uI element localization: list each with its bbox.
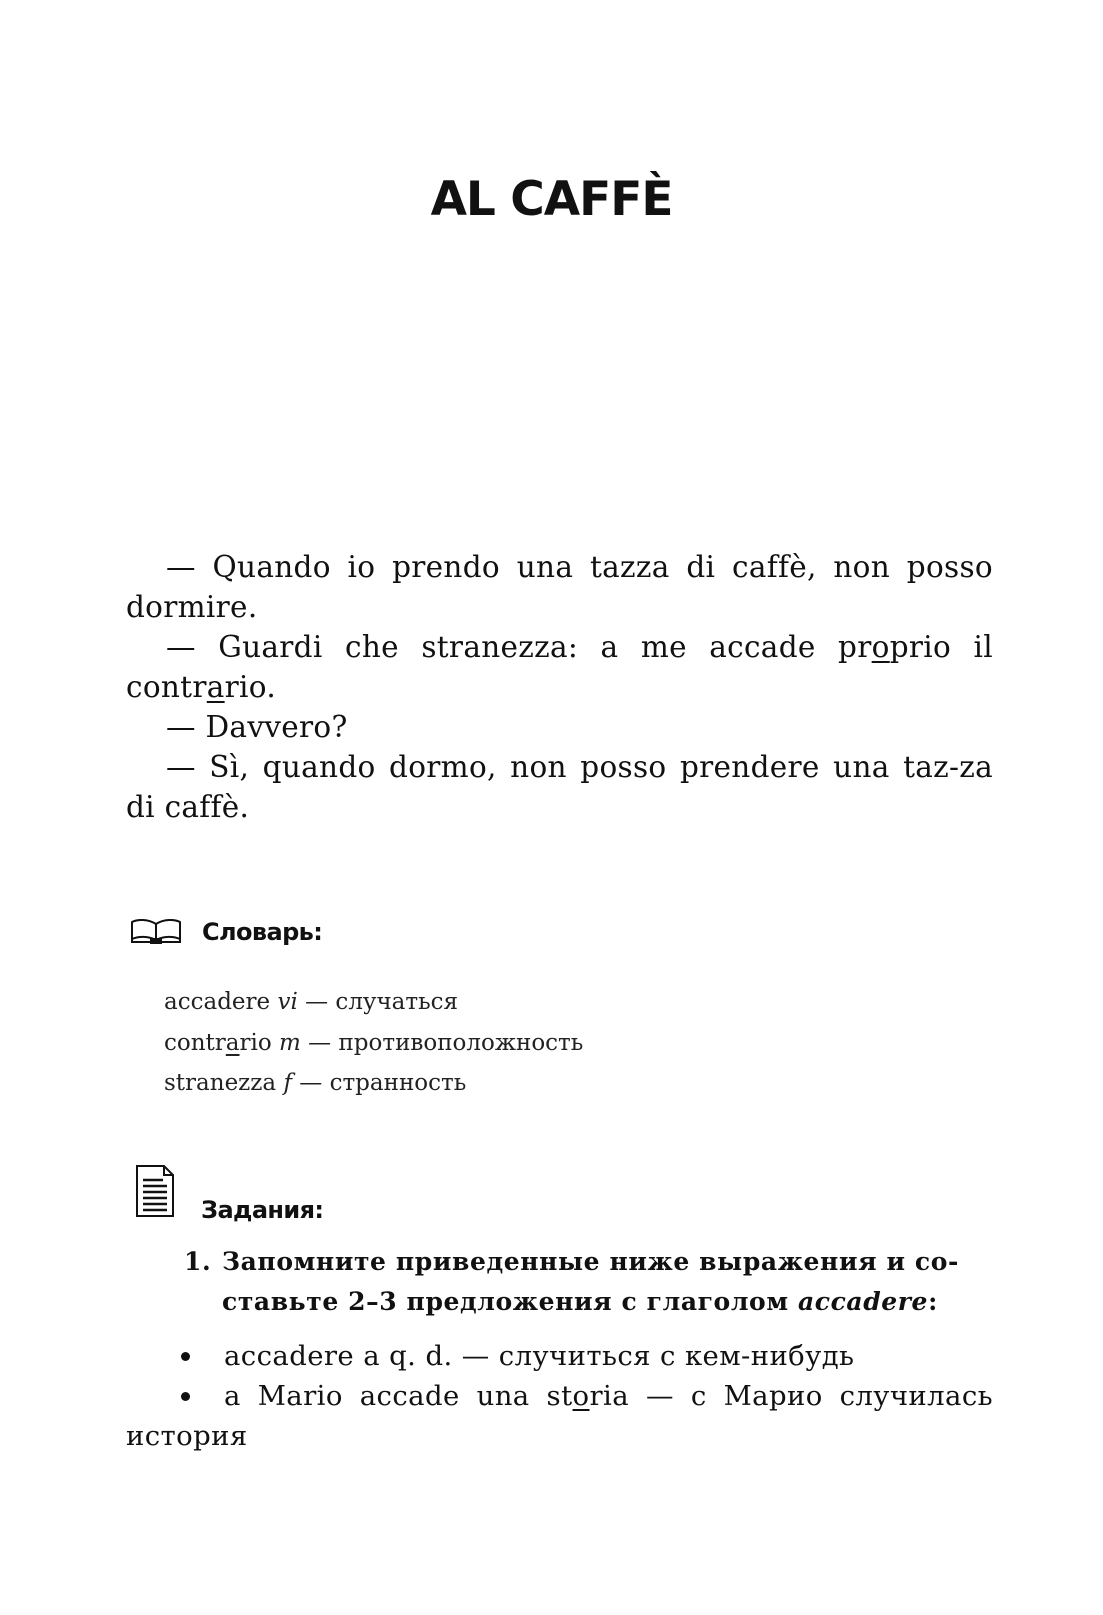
dialogue-text	[126, 547, 993, 827]
page-title: AL CAFFÈ	[430, 172, 673, 227]
dialogue-line: — Quando io prendo una tazza di caffè, non posso dormire.	[126, 550, 993, 624]
dialogue-line: — Guardi che stranezza: a me accade proprio il contrario.	[126, 630, 993, 704]
expression-item: a Mario accade una storia — с Марио случилась история	[126, 1380, 994, 1452]
vocabulary-entry: contrario m — противоположность	[164, 1029, 584, 1056]
task-line: 1. Запомните приведенные ниже выражения и со-	[184, 1242, 994, 1282]
stress-mark: o	[572, 1380, 590, 1412]
dialogue-line: — Sì, quando dormo, non posso prendere una taz-za di caffè.	[126, 750, 993, 824]
vocabulary-label: Словарь:	[202, 918, 323, 946]
tasks-heading	[136, 1158, 323, 1224]
expressions-list	[126, 1336, 993, 1456]
task-item	[184, 1242, 994, 1322]
task-number: 1.	[184, 1247, 212, 1276]
stress-mark: a	[206, 670, 225, 704]
dialogue-line: — Davvero?	[166, 710, 348, 744]
task-line: ставьте 2–3 предложения с глаголом accadere:	[222, 1287, 938, 1316]
document-icon	[136, 1165, 174, 1217]
open-book-icon	[130, 919, 182, 945]
vocabulary-heading	[130, 918, 322, 946]
bullet-icon	[181, 1392, 190, 1401]
stress-mark: a	[225, 1029, 240, 1056]
vocabulary-list	[164, 982, 583, 1104]
tasks-label: Задания:	[201, 1196, 324, 1224]
vocabulary-entry: accadere vi — случаться	[164, 989, 459, 1015]
stress-mark: o	[871, 630, 890, 664]
vocabulary-entry: stranezza f — странность	[164, 1070, 467, 1096]
expression-item: accadere a q. d. — случиться с кем-нибудь	[126, 1336, 993, 1376]
bullet-icon	[181, 1352, 190, 1361]
